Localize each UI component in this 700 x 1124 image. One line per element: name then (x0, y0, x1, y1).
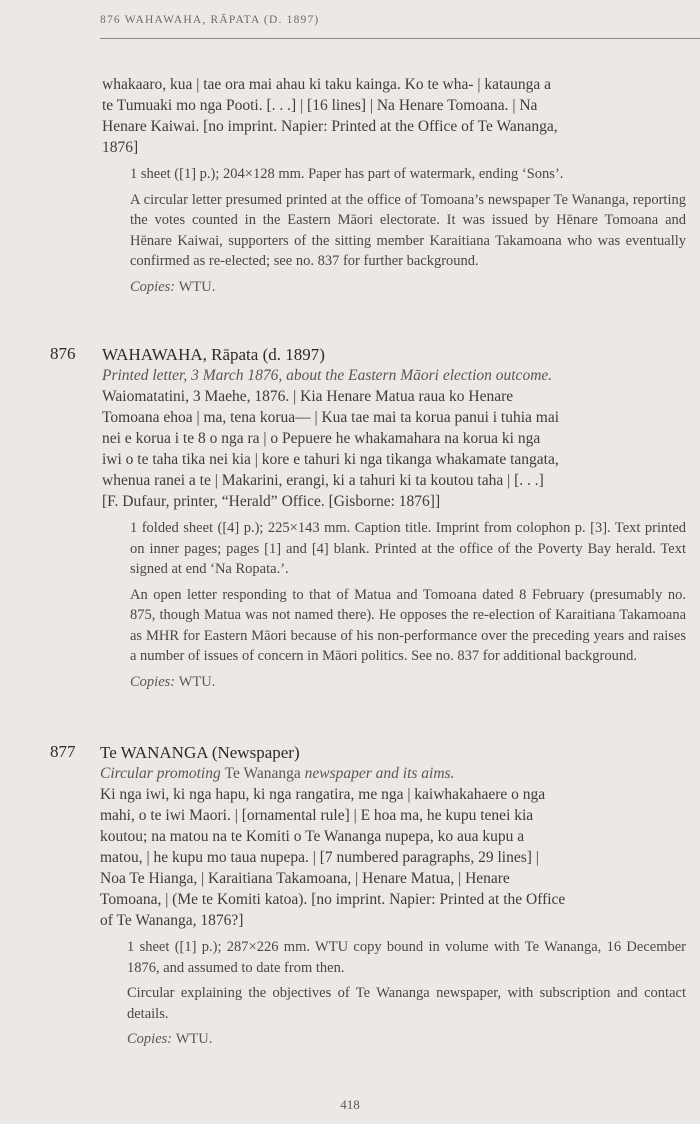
copies-value: WTU. (178, 673, 216, 690)
physical-description: 1 folded sheet ([4] p.); 225×143 mm. Caption title. Imprint from colophon p. [3]. Text printed on inner pages; pages [1] and [4] blank. Printed at the office of the Poverty Bay herald. Text signed at end ‘Na Ropata.’. (130, 520, 686, 577)
subtitle-part: Circular promoting (100, 765, 221, 782)
transcription-line: of Te Wananga, 1876?] (100, 912, 244, 929)
transcription-line: iwi o te taha tika nei kia | kore e tahuri ki nga tikanga whakamate tangata, (102, 451, 559, 468)
transcription-line: nei e korua i te 8 o nga ra | o Pepuere he whakamahara na korua ki nga (102, 430, 541, 447)
notes (130, 518, 686, 692)
transcription-line: [F. Dufaur, printer, “Herald” Office. [Gisborne: 1876]] (102, 493, 441, 510)
entry-subtitle: Printed letter, 3 March 1876, about the Eastern Māori election outcome. (102, 367, 553, 384)
notes (127, 937, 686, 1050)
transcription-line: Ki nga iwi, ki nga hapu, ki nga rangatira, me nga | kaiwhakahaere o nga (100, 786, 546, 803)
transcription-line: matou, | he kupu mo taua nupepa. | [7 numbered paragraphs, 29 lines] | (100, 849, 539, 866)
running-head: 876 WAHAWAHA, RĀPATA (D. 1897) (100, 14, 320, 26)
subtitle-title: Te Wananga (224, 765, 301, 782)
transcription-line: te Tumuaki mo nga Pooti. [. . .] | [16 lines] | Na Henare Tomoana. | Na (102, 97, 538, 114)
transcription-line: Noa Te Hianga, | Karaitiana Takamoana, | Henare Matua, | Henare (100, 870, 510, 887)
note: An open letter responding to that of Matua and Tomoana dated 8 February (presumably no. 875, though Matua was not named there). He opposes the re-election of Karaitiana Takamoana as MHR for Eastern Māori because of his non-performance over the preceding years and raises a number of issues of concern in Māori politics. See no. 837 for additional background. (130, 586, 686, 664)
page-number: 418 (340, 1097, 360, 1112)
transcription-line: 1876] (102, 139, 139, 156)
note: Circular explaining the objectives of Te Wananga newspaper, with subscription and contact details. (127, 985, 686, 1022)
transcription-line: Waiomatatini, 3 Maehe, 1876. | Kia Henare Matua raua ko Henare (102, 388, 514, 405)
copies-value: WTU. (178, 278, 216, 295)
copies-label: Copies: (127, 1031, 173, 1047)
copies-label: Copies: (130, 278, 176, 295)
transcription (102, 74, 670, 158)
transcription-line: koutou; na matou na te Komiti o Te Wananga nupepa, ko aua kupu a (100, 828, 525, 845)
entry-877 (0, 742, 700, 1055)
transcription (100, 784, 670, 931)
copies (127, 1029, 686, 1050)
entry-subtitle (100, 763, 700, 784)
header-rule (100, 38, 700, 39)
transcription-line: whenua ranei a te | Makarini, erangi, ki a tahuri ki ta koutou taha | [. . .] (102, 472, 544, 489)
physical-description: 1 sheet ([1] p.); 287×226 mm. WTU copy bound in volume with Te Wananga, 16 December 1876, and assumed to date from then. (127, 939, 686, 976)
transcription-line: whakaaro, kua | tae ora mai ahau ki taku kainga. Ko te wha- | kataunga a (102, 76, 552, 93)
transcription-line: Tomoana ehoa | ma, tena korua— | Kua tae mai ta korua panui i tuhia mai (102, 409, 560, 426)
transcription-line: mahi, o te iwi Maori. | [ornamental rule] | E hoa ma, he kupu tenei kia (100, 807, 534, 824)
subtitle-part: newspaper and its aims. (304, 765, 455, 782)
entry-heading (102, 344, 700, 365)
transcription-line: Tomoana, | (Me te Komiti katoa). [no imprint. Napier: Printed at the Office (100, 891, 566, 908)
copies-label: Copies: (130, 673, 176, 690)
heading-desc: (Newspaper) (211, 743, 300, 762)
heading-date: (d. 1897) (262, 345, 325, 364)
copies (130, 277, 686, 298)
note: A circular letter presumed printed at the office of Tomoana’s newspaper Te Wananga, reporting the votes counted in the Eastern Māori electorate. It was issued by Hēnare Tomoana and Hēnare Kaiwai, supporters of the sitting member Karaitiana Takamoana who was eventually confirmed as re-elected; see no. 837 for further background. (130, 191, 686, 269)
entry-number: 877 (50, 742, 76, 761)
heading-name: WAHAWAHA, Rāpata (102, 345, 259, 364)
entry-number: 876 (50, 344, 76, 363)
entry-875-continuation (0, 74, 700, 302)
copies (130, 672, 686, 693)
copies-value: WTU. (175, 1031, 213, 1047)
notes (130, 164, 686, 297)
entry-heading (100, 742, 700, 763)
heading-name: Te WANANGA (100, 743, 208, 762)
transcription-line: Henare Kaiwai. [no imprint. Napier: Printed at the Office of Te Wananga, (102, 118, 558, 135)
entry-876 (0, 344, 700, 697)
transcription (102, 386, 670, 512)
physical-description: 1 sheet ([1] p.); 204×128 mm. Paper has part of watermark, ending ‘Sons’. (130, 166, 564, 182)
